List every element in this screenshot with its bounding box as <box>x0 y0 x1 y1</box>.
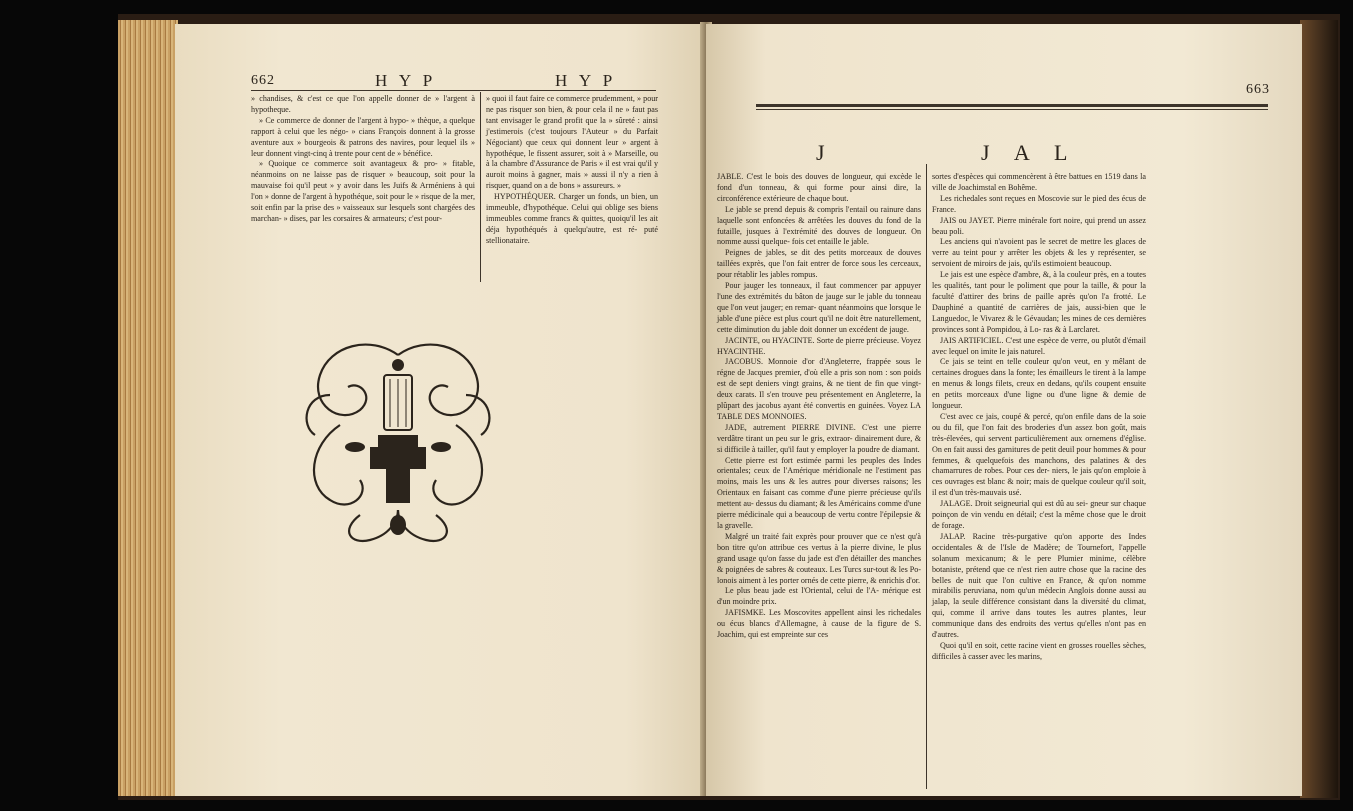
paragraph: Le plus beau jade est l'Oriental, celui de l'A- mérique est d'un moindre prix. <box>717 586 921 607</box>
right-page-column-1 <box>717 172 921 641</box>
paragraph: Les anciens qui n'avoient pas le secret de mettre les glaces de verre au teint pour y arrêter les objets & les y représenter, se servoient de miroirs de jais, qu'ils estimoient beaucoup. <box>932 237 1146 269</box>
book-cover-right <box>1300 20 1338 798</box>
paragraph: JAIS ARTIFICIEL. C'est une espèce de verre, ou plutôt d'émail avec lequel on imite le jais naturel. <box>932 335 1146 356</box>
right-page-column-2 <box>932 172 1146 663</box>
section-letter: J <box>816 140 835 165</box>
paragraph: JABLE. C'est le bois des douves de longueur, qui excède le fond d'un tonneau, & qui forme pour ainsi dire, la circonférence extérieure de chaque bout. <box>717 172 921 203</box>
right-page <box>706 24 1302 796</box>
paragraph: » Quoique ce commerce soit avantageux & pro- » fitable, néanmoins on ne laisse pas de risquer » beaucoup, soit pour la mauvaise foi qu'il peut » y avoir dans les Juifs & Arméniens à qui l'on » donne de l'argent à hypothéque, soit pour le » risque de la mer, soit enfin par la prise des » vaisseaux sur lesquels sont chargées des marchan- » dises, par les corsaires & armateurs; c'est pour- <box>251 159 475 223</box>
paragraph: JACOBUS. Monnoie d'or d'Angleterre, frappée sous le régne de Jacques premier, d'où elle a pris son nom : son poids est de sept deniers vingt grains, & ne tient de fin que vingt-deux carats. Il s'en trouve peu présentement en Angleterre, la plûpart des jacobus ayant été convertis en guinées. Voyez LA TABLE DES MONNOIES. <box>717 357 921 421</box>
header-rule <box>251 90 656 91</box>
section-head: J A L <box>981 140 1078 165</box>
ornamental-vignette <box>300 335 496 547</box>
paragraph: » chandises, & c'est ce que l'on appelle donner de » l'argent à hypotheque. <box>251 94 475 114</box>
column-rule <box>926 164 927 789</box>
paragraph: » quoi il faut faire ce commerce prudemment, » pour ne pas risquer son bien, & pour cela il ne » faut pas tant envisager le grand profit que la » sûreté : ainsi j'estimerois (c'est toujours l'Auteur » du Parfait Négociant) que ceux qui donnent leur » argent à hypothéque, le fissent assurer, soit à » Marseille, ou à la chambre d'Assurance de Paris » il est vrai qu'il y auroit moins à gagner, mais » aussi il n'y a rien à risquer, quand on a de bons » assureurs. » <box>486 94 658 191</box>
page-edges-left <box>118 20 178 796</box>
paragraph: Pour jauger les tonneaux, il faut commencer par appuyer l'une des extrémités du bâton de jauge sur le jable du tonneau que l'on veut jauger; en remar- quant néanmoins que lorsque le jable d'une pièce est plus court qu'il ne doit être naturellement, cette diminution du jable doit donner un excédent de jauge. <box>717 281 921 334</box>
paragraph: JACINTE, ou HYACINTE. Sorte de pierre précieuse. Voyez HYACINTHE. <box>717 335 921 356</box>
paragraph: JALAGE. Droit seigneurial qui est dû au sei- gneur sur chaque poinçon de vin vendu en détail; c'est la même chose que le droit de forage. <box>932 499 1146 530</box>
paragraph: Cette pierre est fort estimée parmi les peuples des Indes orientales; ceux de l'Amérique méridionale ne l'estiment pas moins, mais les uns & les autres pour diverses raisons; les Orientaux en faisant cas comme d'une pierre précieuse qu'ils mettent au- dessus du diamant; & les Américains comme d'une pierre médicinale qui a beaucoup de vertu contre l'épilepsie & la gravelle. <box>717 455 921 530</box>
paragraph: C'est avec ce jais, coupé & percé, qu'on enfile dans de la soie ou du fil, que l'on fait des broderies d'un assez bon goût, mais très-élevées, qui servent particulièrement aux ornemens d'église. On en fait aussi des garnitures de petit deuil pour hommes & pour femmes, & quelquefois des manchons, des palatines & des chamarrures de robes. Pour ces der- niers, le jais qu'on emploie à ces ouvrages est blanc & noir; mais de quelque couleur qu'il soit, il est d'un très-mauvais usé. <box>932 411 1146 498</box>
page-number-right: 663 <box>1246 82 1270 97</box>
paragraph: Ce jais se teint en telle couleur qu'on veut, en y mêlant de certaines drogues dans la fonte; les émailleurs le tirent à la lampe en menus & longs filets, creux en dedans, qu'ils coupent ensuite en petits morceaux d'une ligne ou d'une ligne & demie de longueur. <box>932 357 1146 411</box>
header-rule-thin <box>756 109 1268 110</box>
page-number-left: 662 <box>251 73 275 88</box>
running-head-right: H Y P <box>555 71 617 90</box>
paragraph: JALAP. Racine très-purgative qu'on apporte des Indes occidentales & de l'Isle de Madère; de Tournefort, l'appelle solanum mexicanum; & le pere Plumier minime, célèbre botaniste, prétend que ce n'est rien autre chose que la racine des belles de nuit que l'on cultive en France, & qu'on nomme mirabilis peruviana, nom qu'un médecin Anglois donne aussi au jalap, la seule différence consistant dans la diversité du climat, qui, comme il arrive dans toutes les autres plantes, leur communique dans des endroits des vertus qu'elles n'ont pas en d'autres. <box>932 531 1146 640</box>
left-page-column-2 <box>486 94 658 247</box>
paragraph: sortes d'espèces qui commencèrent à être battues en 1519 dans la ville de Joachimstal en Bohême. <box>932 172 1146 192</box>
paragraph: Le jable se prend depuis & compris l'entail ou rainure dans laquelle sont enfoncées & arrêtées les douves du fond de la futaille, jusques à l'extrémité des douves de longueur. On nomme aussi quelque- fois cet entaille le jable. <box>717 204 921 247</box>
header-rule-thick <box>756 104 1268 107</box>
paragraph: HYPOTHÉQUER. Charger un fonds, un bien, un immeuble, d'hypothéque. Celui qui oblige ses biens immeubles comme francs & quittes, quoiqu'il les ait déja hypothéqués à quelqu'autre, est ré- puté stellionataire. <box>486 192 658 245</box>
paragraph: JADE, autrement PIERRE DIVINE. C'est une pierre verdâtre tirant un peu sur le gris, extraor- dinairement dure, & si difficile à tailler, qu'il faut y employer la poudre de diamant. <box>717 422 921 454</box>
paragraph: Le jais est une espèce d'ambre, &, à la couleur près, en a toutes les qualités, tant pour le poliment que pour la taille, & pour la faculté d'attirer des brins de paille après qu'on l'a frotté. Le Dauphiné a quantité de carrières de jais, aussi-bien que le Languedoc, le Vivarez & le Gévaudan; les mines de ces dernières provinces sont à Pompidou, à Lo- ras & à Larclaret. <box>932 270 1146 334</box>
left-page-column-1 <box>251 94 475 225</box>
paragraph: Les richedales sont reçues en Moscovie sur le pied des écus de France. <box>932 193 1146 214</box>
paragraph: JAFISMKE. Les Moscovites appellent ainsi les richedales ou écus blancs d'Allemagne, à cause de la figure de S. Joachim, qui est empreinte sur ces <box>717 608 921 640</box>
running-head-left: H Y P <box>375 71 437 90</box>
paragraph: JAIS ou JAYET. Pierre minérale fort noire, qui prend un assez beau poli. <box>932 215 1146 236</box>
paragraph: Quoi qu'il en soit, cette racine vient en grosses rouelles sèches, difficiles à casser avec les marins, <box>932 640 1146 661</box>
paragraph: » Ce commerce de donner de l'argent à hypo- » thèque, a quelque rapport à celui que les négo- » cians François donnent à la grosse aventure aux » bourgeois & patrons des navires, pour lequel ils » leur donnent vingt-cinq à trente pour cent de » bénéfice. <box>251 115 475 158</box>
column-rule <box>480 92 481 282</box>
paragraph: Malgré un traité fait exprès pour prouver que ce n'est qu'à bon titre qu'on attribue ces vertus à la pierre divine, le plus grand usage qu'on fasse du jade est d'en détailler des manches & poignées de sabres & couteaux. Les Turcs sur-tout & les Po- lonois aiment à les porter ornés de cette pierre, & enrichis d'or. <box>717 531 921 585</box>
paragraph: Peignes de jables, se dit des petits morceaux de douves taillées exprès, que l'on fait entrer de force sous les cerceaux, pour rétablir les jables rompus. <box>717 248 921 280</box>
